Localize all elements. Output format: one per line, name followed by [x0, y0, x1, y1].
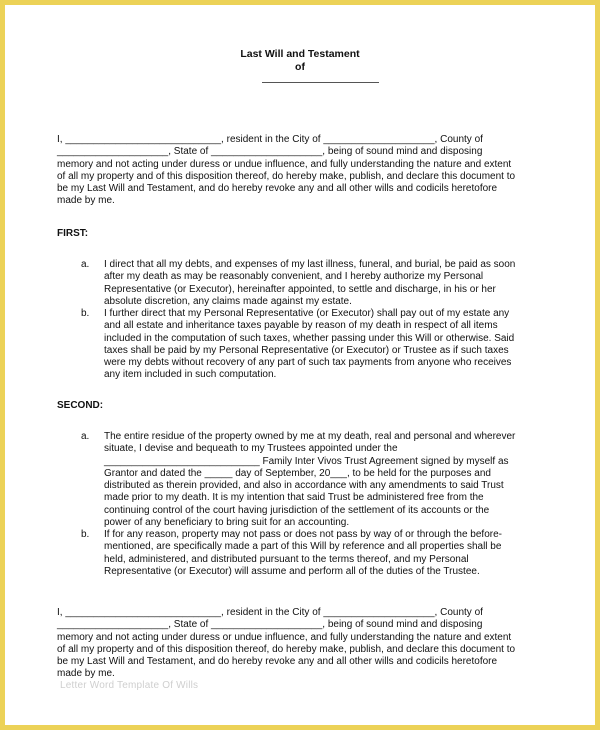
document-title: Last Will and Testament	[240, 48, 360, 60]
second-item-a-text: The entire residue of the property owned by me at my death, real and personal and wherever situate, I devise and bequeath to my Trustees appointed under the ____________________________ Family Inter Vivos Trust Agreement signed by myself as Grantor and dated the _____ day of September, 20___, to be held for the purposes and distributed as therein provided, and also in accordance with any amendments to said Trust made prior to my death. It is my intention that said Trust be administered free from the continuing control of the court having jurisdiction of the settlement of its accounts or the power of any beneficiary to bring suit for an accounting.	[104, 431, 516, 529]
first-item-b-marker: b.	[81, 308, 90, 319]
first-heading: FIRST:	[57, 228, 89, 239]
document-subtitle: of	[295, 61, 305, 73]
second-item-b-text: If for any reason, property may not pass or does not pass by way of or through the before- mentioned, are specifically made a part of this Will by reference and all properties shall be held, administered, and distributed pursuant to the terms thereof, and my Personal Representative (or Executor) will assume and perform all of the duties of the Trustee.	[104, 529, 502, 577]
watermark-text: Letter Word Template Of Wills	[60, 680, 199, 691]
intro-paragraph: I, ____________________________, resident in the City of ____________________, County of ____________________, State of ____________________, being of sound mind and disposing memory and not acting under duress or undue influence, and fully understanding the nature and extent of all my property and of this disposition thereof, do hereby make, publish, and declare this document to be my Last Will and Testament, and do hereby revoke any and all other wills and codicils heretofore made by me.	[57, 134, 516, 207]
closing-paragraph: I, ____________________________, resident in the City of ____________________, County of ____________________, State of ____________________, being of sound mind and disposing memory and not acting under duress or undue influence, and fully understanding the nature and extent of all my property and of this disposition thereof, do hereby make, publish, and declare this document to be my Last Will and Testament, and do hereby revoke any and all other wills and codicils heretofore made by me.	[57, 607, 516, 680]
second-item-a-marker: a.	[81, 431, 90, 442]
first-item-a-text: I direct that all my debts, and expenses of my last illness, funeral, and burial, be paid as soon after my death as may be reasonably convenient, and I hereby authorize my Personal Representative (or Executor), hereinafter appointed, to settle and discharge, in his or her absolute discretion, any claims made against my estate.	[104, 259, 516, 307]
second-item-b-marker: b.	[81, 529, 90, 540]
name-blank-line	[262, 82, 379, 83]
second-heading: SECOND:	[57, 400, 104, 411]
first-item-a-marker: a.	[81, 259, 90, 270]
first-item-b-text: I further direct that my Personal Representative (or Executor) shall pay out of my estate any and all estate and inheritance taxes payable by reason of my death in respect of all items included in the computation of such taxes, whether passing under this Will or otherwise. Said taxes shall be paid by my Personal Representative (or Executor) or Trustee as if such taxes were my debts without recovery of any part of such tax payments from anyone who receives any item included in such computation.	[104, 308, 515, 381]
